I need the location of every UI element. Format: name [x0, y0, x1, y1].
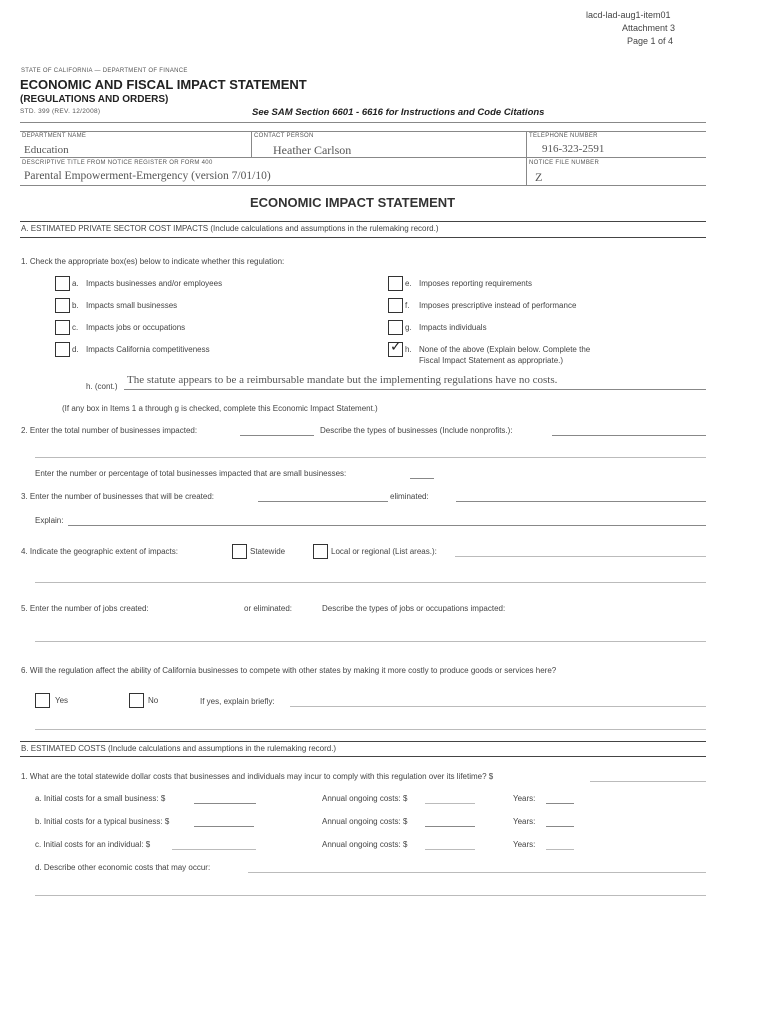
phone-label: TELEPHONE NUMBER [529, 133, 598, 139]
q6-text: 6. Will the regulation affect the ability of California businesses to compete with other states by making it more costly to produce goods or services here? [21, 666, 557, 675]
page-number: Page 1 of 4 [627, 36, 674, 46]
q5-extra-line[interactable] [35, 641, 706, 642]
q5-text: 5. Enter the number of jobs created: [21, 604, 149, 613]
option-d-letter: d. [72, 345, 79, 354]
annual-a-label: Annual ongoing costs: $ [322, 794, 408, 803]
option-f-letter: f. [405, 301, 410, 310]
h-cont-label: h. (cont.) [86, 382, 118, 391]
years-c-blank[interactable] [546, 849, 574, 850]
contact-value[interactable]: Heather Carlson [273, 143, 352, 157]
q4-text: 4. Indicate the geographic extent of impacts: [21, 547, 178, 556]
q4-local-blank[interactable] [455, 556, 706, 557]
annual-b-blank[interactable] [425, 826, 475, 827]
q2-small-text: Enter the number or percentage of total businesses impacted that are small businesses: [35, 469, 347, 478]
annual-c-blank[interactable] [425, 849, 475, 850]
if-any-note: (If any box in Items 1 a through g is checked, complete this Economic Impact Statement.) [62, 404, 378, 413]
cost-b-label: b. Initial costs for a typical business: $ [35, 817, 170, 826]
option-c-letter: c. [72, 323, 79, 332]
q1-text: 1. Check the appropriate box(es) below to indicate whether this regulation: [21, 257, 285, 266]
q2-extra-line[interactable] [35, 457, 706, 458]
option-a-letter: a. [72, 279, 79, 288]
descriptive-title-label: DESCRIPTIVE TITLE FROM NOTICE REGISTER OR FORM 400 [22, 160, 213, 166]
descriptive-title-value[interactable]: Parental Empowerment-Emergency (version 7/01/10) [24, 170, 271, 182]
q2-describe-blank[interactable] [552, 435, 706, 436]
checkmark-icon: ✓ [390, 339, 402, 355]
checkbox-b[interactable] [55, 298, 70, 313]
section-b-rule-top [20, 741, 706, 742]
checkbox-c[interactable] [55, 320, 70, 335]
cost-d-extra-line[interactable] [35, 895, 706, 896]
header-rule [20, 122, 706, 123]
q3-text: 3. Enter the number of businesses that will be created: [21, 492, 214, 501]
checkbox-no[interactable] [129, 693, 144, 708]
q3-explain-label: Explain: [35, 516, 64, 525]
q2-small-blank[interactable] [410, 478, 434, 479]
field-grid-mid [20, 157, 706, 158]
option-d-label: Impacts California competitiveness [86, 345, 210, 354]
field-grid-bottom [20, 185, 706, 186]
form-title: ECONOMIC AND FISCAL IMPACT STATEMENT [20, 77, 307, 92]
option-f-label: Imposes prescriptive instead of performance [419, 301, 577, 310]
attachment-label: Attachment 3 [622, 23, 676, 33]
q2-describe: Describe the types of businesses (Include nonprofits.): [320, 426, 513, 435]
option-g-letter: g. [405, 323, 412, 332]
no-label: No [148, 696, 159, 705]
annual-b-label: Annual ongoing costs: $ [322, 817, 408, 826]
b-q1-text: 1. What are the total statewide dollar costs that businesses and individuals may incur to comply with this regulation over its lifetime? $ [21, 772, 494, 781]
years-b-blank[interactable] [546, 826, 574, 827]
notice-file-value[interactable]: Z [535, 170, 543, 184]
department-label: DEPARTMENT NAME [22, 133, 87, 139]
statewide-label: Statewide [250, 547, 286, 556]
option-h-letter: h. [405, 345, 412, 354]
phone-value[interactable]: 916-323-2591 [542, 143, 605, 155]
cost-b-blank[interactable] [194, 826, 254, 827]
checkbox-local[interactable] [313, 544, 328, 559]
section-a-rule-bottom [20, 237, 706, 238]
q3-explain-blank[interactable] [68, 525, 706, 526]
cost-c-blank[interactable] [172, 849, 256, 850]
doc-reference-id: lacd-lad-aug1-item01 [586, 10, 671, 20]
agency-line: STATE OF CALIFORNIA — DEPARTMENT OF FINANCE [21, 68, 188, 74]
q6-explain-label: If yes, explain briefly: [200, 697, 275, 706]
option-g-label: Impacts individuals [419, 323, 487, 332]
local-label: Local or regional (List areas.): [331, 547, 437, 556]
checkbox-statewide[interactable] [232, 544, 247, 559]
notice-file-label: NOTICE FILE NUMBER [529, 160, 600, 166]
q6-extra-line[interactable] [35, 729, 706, 730]
q5-elim-label: or eliminated: [244, 604, 293, 613]
years-c-label: Years: [513, 840, 536, 849]
cost-d-blank[interactable] [248, 872, 706, 873]
section-b-rule-bottom [20, 756, 706, 757]
cost-c-label: c. Initial costs for an individual: $ [35, 840, 151, 849]
contact-label: CONTACT PERSON [254, 133, 314, 139]
option-c-label: Impacts jobs or occupations [86, 323, 186, 332]
option-e-letter: e. [405, 279, 412, 288]
q2-blank[interactable] [240, 435, 314, 436]
q3-elim-blank[interactable] [456, 501, 706, 502]
option-b-label: Impacts small businesses [86, 301, 178, 310]
option-h-label-cont: Fiscal Impact Statement as appropriate.) [419, 356, 564, 365]
checkbox-h[interactable] [388, 339, 403, 357]
years-a-label: Years: [513, 794, 536, 803]
section-a-heading: A. ESTIMATED PRIVATE SECTOR COST IMPACTS (Include calculations and assumptions in the rulemaking record.) [21, 224, 439, 233]
form-subtitle: (REGULATIONS AND ORDERS) [20, 94, 169, 105]
yes-label: Yes [55, 696, 69, 705]
form-number: STD. 399 (REV. 12/2008) [20, 108, 101, 115]
checkbox-yes[interactable] [35, 693, 50, 708]
q6-explain-blank[interactable] [290, 706, 706, 707]
annual-c-label: Annual ongoing costs: $ [322, 840, 408, 849]
checkbox-e[interactable] [388, 276, 403, 291]
q3-elim-label: eliminated: [390, 492, 429, 501]
section-a-rule-top [20, 221, 706, 222]
department-value[interactable]: Education [24, 144, 69, 156]
sam-note: See SAM Section 6601 - 6616 for Instructions and Code Citations [252, 107, 545, 118]
option-h-label: None of the above (Explain below. Complete the [419, 345, 591, 354]
q3-created-blank[interactable] [258, 501, 388, 502]
q2-text: 2. Enter the total number of businesses impacted: [21, 426, 198, 435]
q5-describe: Describe the types of jobs or occupations impacted: [322, 604, 506, 613]
cost-a-label: a. Initial costs for a small business: $ [35, 794, 166, 803]
economic-heading: ECONOMIC IMPACT STATEMENT [250, 195, 456, 210]
field-divider [251, 131, 252, 157]
checkbox-f[interactable] [388, 298, 403, 313]
h-cont-explanation[interactable]: The statute appears to be a reimbursable mandate but the implementing regulations have no costs. [127, 374, 558, 386]
field-divider [526, 131, 527, 185]
checkbox-d[interactable] [55, 342, 70, 357]
cost-a-blank[interactable] [194, 803, 256, 804]
option-e-label: Imposes reporting requirements [419, 279, 532, 288]
h-cont-line [124, 389, 706, 390]
option-b-letter: b. [72, 301, 79, 310]
b-q1-blank[interactable] [590, 781, 706, 782]
checkbox-g[interactable] [388, 320, 403, 335]
option-a-label: Impacts businesses and/or employees [86, 279, 223, 288]
years-b-label: Years: [513, 817, 536, 826]
annual-a-blank[interactable] [425, 803, 475, 804]
years-a-blank[interactable] [546, 803, 574, 804]
cost-d-label: d. Describe other economic costs that may occur: [35, 863, 211, 872]
section-b-heading: B. ESTIMATED COSTS (Include calculations and assumptions in the rulemaking record.) [21, 744, 337, 753]
field-grid-top [20, 131, 706, 132]
checkbox-a[interactable] [55, 276, 70, 291]
q4-extra-line[interactable] [35, 582, 706, 583]
